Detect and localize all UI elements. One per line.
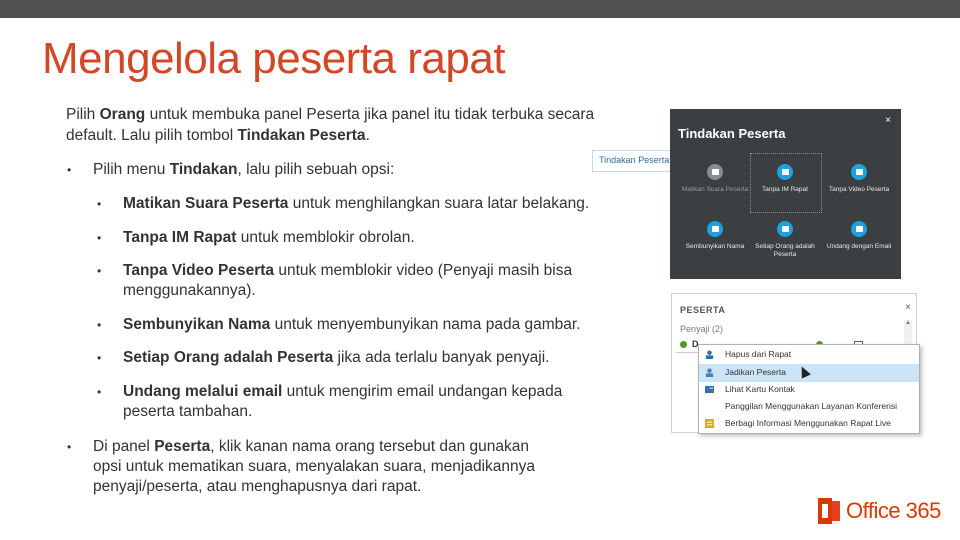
intro-paragraph [66, 104, 646, 146]
bullet-1-text-2: , lalu pilih sebuah opsi: [237, 161, 395, 178]
intro-text-2: untuk membuka panel Peserta jika panel itu tidak terbuka secara default. Lalu pilih tombol [66, 106, 595, 144]
sub-bullet-bold: Undang melalui email [123, 383, 283, 400]
bullet-dot: • [67, 440, 72, 454]
bullet-2-text-2: , klik kanan nama orang tersebut dan gunakan opsi untuk mematikan suara, menyalakan suara, menjadikannya penyaji/peserta, atau menghapusnya dari rapat. [93, 438, 535, 495]
tindakan-peserta-tab[interactable]: Tindakan Peserta [592, 150, 680, 172]
menu-item-remove[interactable] [699, 346, 919, 364]
bullet-dot: • [97, 264, 102, 278]
sub-bullet-text: untuk menyembunyikan nama pada gambar. [270, 316, 581, 333]
sub-bullet-text: jika ada terlalu banyak penyaji. [333, 349, 550, 366]
action-label: Tanpa Video Peserta [828, 186, 890, 193]
bullet-dot: • [97, 231, 102, 245]
bullet-1-bold: Tindakan [169, 161, 238, 178]
action-label: Tanpa IM Rapat [762, 186, 808, 193]
sub-bullet-bold: Sembunyikan Nama [123, 316, 271, 333]
bullet-2 [67, 437, 543, 497]
sub-bullet-bold: Setiap Orang adalah Peserta [123, 349, 334, 366]
action-label: Sembunyikan Nama [685, 243, 745, 250]
top-bar [0, 0, 960, 18]
intro-bold-2: Tindakan Peserta [237, 127, 366, 144]
bullet-dot: • [67, 163, 72, 177]
bullet-1 [67, 160, 573, 180]
bullet-2-bold: Peserta [154, 438, 211, 455]
slide-title: Mengelola peserta rapat [42, 34, 506, 83]
action-label: Matikan Suara Peserta [681, 186, 749, 193]
people-icon [777, 221, 793, 237]
sub-bullet-bold: Tanpa Video Peserta [123, 262, 275, 279]
bullet-dot: • [97, 385, 102, 399]
person-icon [705, 368, 714, 377]
sub-bullet-invite-email [97, 382, 613, 422]
office-logo-icon [818, 498, 840, 524]
menu-item-contact-card[interactable] [699, 381, 919, 399]
panel-title: Tindakan Peserta [678, 126, 786, 141]
close-icon[interactable]: × [905, 302, 911, 313]
sub-bullet-bold: Tanpa IM Rapat [123, 229, 237, 246]
bullet-dot: • [97, 197, 102, 211]
menu-item-label: Berbagi Informasi Menggunakan Rapat Live [725, 418, 891, 428]
sub-bullet-mute [97, 194, 643, 214]
sub-bullet-text: untuk memblokir obrolan. [236, 229, 415, 246]
menu-item-share-info[interactable] [699, 415, 919, 433]
close-icon[interactable]: × [885, 115, 891, 126]
action-hide-names[interactable] [678, 221, 752, 251]
microphone-icon [707, 164, 723, 180]
action-everyone-attendee[interactable] [748, 221, 822, 259]
bullet-dot: • [97, 318, 102, 332]
bullet-2-text-1: Di panel [93, 438, 155, 455]
menu-item-label: Hapus dari Rapat [725, 349, 792, 359]
contact-card-icon [705, 385, 714, 394]
person-icon [707, 221, 723, 237]
menu-item-label: Lihat Kartu Kontak [725, 384, 795, 394]
remove-person-icon [705, 350, 714, 359]
intro-bold-1: Orang [99, 106, 146, 123]
sub-bullet-text: untuk memblokir video (Penyaji masih bisa menggunakannya). [123, 262, 573, 299]
chat-icon [777, 164, 793, 180]
sub-bullet-no-video [97, 261, 623, 301]
action-no-video[interactable] [822, 164, 896, 194]
action-no-im[interactable] [748, 164, 822, 194]
tindakan-peserta-panel [670, 109, 901, 279]
sub-bullet-all-attendees [97, 348, 643, 368]
intro-text-3: . [365, 127, 370, 144]
email-icon [851, 221, 867, 237]
action-label: Undang dengan Email [826, 243, 892, 250]
sub-bullet-text: untuk mengirim email undangan kepada peserta tambahan. [123, 383, 563, 420]
bullet-1-text-1: Pilih menu [93, 161, 170, 178]
sub-bullet-no-im [97, 228, 643, 248]
sub-bullet-bold: Matikan Suara Peserta [123, 195, 289, 212]
menu-item-label: Jadikan Peserta [725, 367, 786, 377]
context-menu [698, 344, 920, 434]
intro-text-1: Pilih [66, 106, 100, 123]
sub-bullet-text: untuk menghilangkan suara latar belakang. [288, 195, 590, 212]
bullet-dot: • [97, 351, 102, 365]
presenters-group-label[interactable]: Penyaji (2) [680, 324, 724, 334]
sub-bullet-hide-name [97, 315, 643, 335]
menu-item-conference-call[interactable] [699, 398, 919, 416]
action-invite-email[interactable] [822, 221, 896, 251]
action-mute-attendees[interactable] [678, 164, 752, 194]
share-info-icon [705, 419, 714, 428]
video-icon [851, 164, 867, 180]
scroll-up-icon[interactable]: ▲ [905, 320, 911, 326]
action-label: Setiap Orang adalah Peserta [755, 243, 815, 258]
panel-title: PESERTA [680, 305, 726, 315]
menu-item-label: Panggilan Menggunakan Layanan Konferensi [725, 401, 898, 411]
participant-name: D [692, 339, 699, 349]
status-icon [680, 341, 687, 348]
logo-text: Office 365 [846, 498, 941, 523]
office-365-logo [818, 498, 941, 524]
